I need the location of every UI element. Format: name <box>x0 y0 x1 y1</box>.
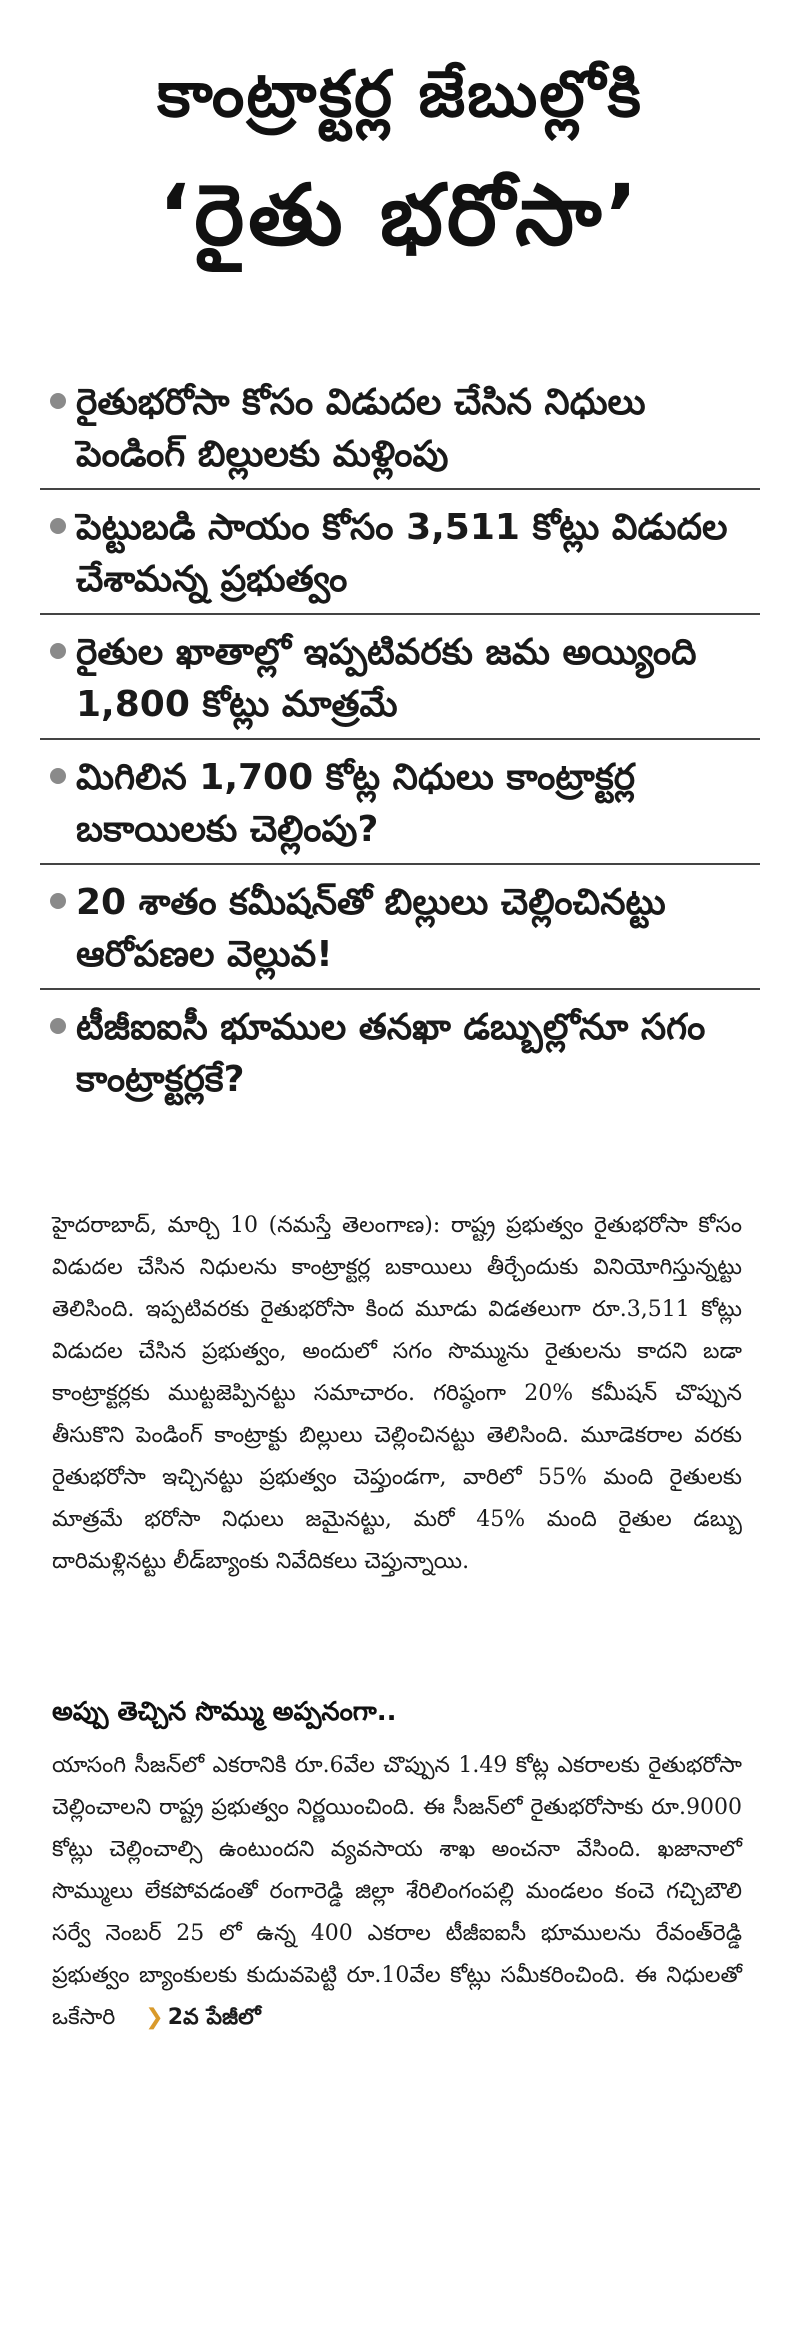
highlight-text: 20 శాతం కమీషన్‌తో బిల్లులు చెల్లించినట్టు ఆరోపణల వెల్లువ! <box>76 882 666 975</box>
bullet-dot-icon <box>40 627 76 675</box>
continued-on-page <box>145 2005 260 2030</box>
headline-line-1: కాంట్రాక్టర్ల జేబుల్లోకి <box>157 58 643 132</box>
highlight-text: రైతుభరోసా కోసం విడుదల చేసిన నిధులు పెండింగ్ బిల్లులకు మళ్లింపు <box>76 382 646 475</box>
highlight-text: మిగిలిన 1,700 కోట్ల నిధులు కాంట్రాక్టర్ల బకాయిలకు చెల్లింపు? <box>76 757 636 850</box>
highlight-text: పెట్టుబడి సాయం కోసం 3,511 కోట్లు విడుదల చేశామన్న ప్రభుత్వం <box>76 507 728 600</box>
article-subheading: అప్పు తెచ్చిన సొమ్ము అప్పనంగా.. <box>52 1697 397 1727</box>
bullet-dot-icon <box>40 1002 76 1050</box>
headline <box>40 40 760 280</box>
chevron-right-icon: ❯ <box>145 2005 164 2030</box>
bullet-dot-icon <box>40 877 76 925</box>
article-paragraph-1: హైదరాబాద్, మార్చి 10 (నమస్తే తెలంగాణ): రాష్ట్ర ప్రభుత్వం రైతుభరోసా కోసం విడుదల చేసిన నిధులను కాంట్రాక్టర్ల బకాయిలు తీర్చేందుకు వినియోగిస్తున్నట్టు తెలిసింది. ఇప్పటివరకు రైతుభరోసా కింద మూడు విడతలుగా రూ.3,511 కోట్లు విడుదల చేసిన ప్రభుత్వం, అందులో సగం సొమ్మును రైతులను కాదని బడా కాంట్రాక్టర్లకు ముట్టజెప్పినట్టు సమాచారం. గరిష్ఠంగా 20% కమీషన్ చొప్పున తీసుకొని పెండింగ్ కాంట్రాక్టు బిల్లులు చెల్లించినట్టు తెలిసింది. మూడెకరాల వరకు రైతుభరోసా ఇచ్చినట్టు ప్రభుత్వం చెప్తుండగా, వారిలో 55% మంది రైతులకు మాత్రమే భరోసా నిధులు జమైనట్టు, మరో 45% మంది రైతుల డబ్బు దారిమళ్లినట్టు లీడ్‌బ్యాంకు నివేదికలు చెప్తున్నాయి. <box>52 1213 742 1574</box>
highlight-item <box>40 615 760 740</box>
highlight-item <box>40 490 760 615</box>
headline-line-2: ‘రైతు భరోసా’ <box>158 166 642 264</box>
highlights-list <box>40 365 760 1115</box>
highlight-text: టీజీఐఐసీ భూముల తనఖా డబ్బుల్లోనూ సగం కాంట్రాక్టర్లకే? <box>76 1007 706 1100</box>
highlight-item <box>40 865 760 990</box>
highlight-item <box>40 740 760 865</box>
highlight-item <box>40 365 760 490</box>
article-paragraph-2 <box>52 1745 742 2039</box>
highlight-item <box>40 990 760 1115</box>
continued-label: 2వ పేజీలో <box>167 2005 261 2030</box>
bullet-dot-icon <box>40 377 76 425</box>
bullet-dot-icon <box>40 502 76 550</box>
article-paragraph-2-text: యాసంగి సీజన్‌లో ఎకరానికి రూ.6వేల చొప్పున 1.49 కోట్ల ఎకరాలకు రైతుభరోసా చెల్లించాలని రాష్ట్ర ప్రభుత్వం నిర్ణయించింది. ఈ సీజన్‌లో రైతుభరోసాకు రూ.9000 కోట్లు చెల్లించాల్సి ఉంటుందని వ్యవసాయ శాఖ అంచనా వేసింది. ఖజానాలో సొమ్ములు లేకపోవడంతో రంగారెడ్డి జిల్లా శేరిలింగంపల్లి మండలం కంచె గచ్చిబౌలి సర్వే నెంబర్ 25 లో ఉన్న 400 ఎకరాల టీజీఐఐసీ భూములను రేవంత్‌రెడ్డి ప్రభుత్వం బ్యాంకులకు కుదువపెట్టి రూ.10వేల కోట్లు సమీకరించింది. ఈ నిధులతో ఒకేసారి <box>52 1753 742 2030</box>
bullet-dot-icon <box>40 752 76 800</box>
highlight-text: రైతుల ఖాతాల్లో ఇప్పటివరకు జమ అయ్యింది 1,800 కోట్లు మాత్రమే <box>76 632 697 725</box>
